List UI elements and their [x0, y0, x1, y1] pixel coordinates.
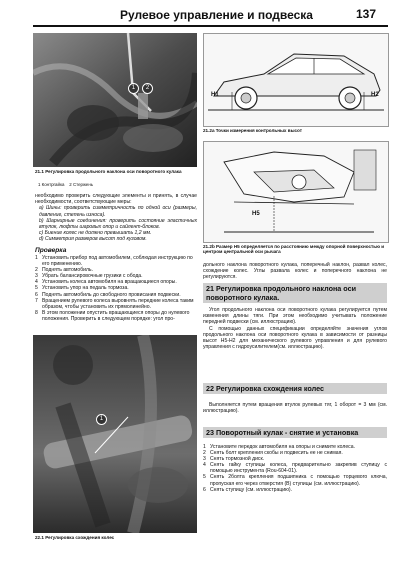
list-item: 2 Поднять автомобиль.: [35, 267, 94, 274]
list-item: 2 Снять болт крепления скобы и подвесить ее не снимая.: [203, 450, 343, 457]
list-item: 3 Снять тормозной диск.: [203, 456, 265, 463]
check-heading: Проверка: [35, 247, 67, 254]
list-item: 6 Поднять автомобиль до свободного провисания подвески.: [35, 291, 181, 298]
running-header-title: Рулевое управление и подвеска: [120, 8, 313, 22]
page-number: 137: [356, 7, 377, 21]
section-23-heading: 23 Поворотный кулак - снятие и установка: [203, 427, 387, 438]
section-22-text: Выполняется путем вращения втулок рулевых тяг, 1 оборот = 3 мм (см. иллюстрацию).: [203, 402, 387, 415]
list-item: 3 Убрать балансировочные грузики с обода.: [35, 273, 143, 280]
section-22-heading: 22 Регулировка схождения колес: [203, 383, 387, 394]
list-item: 1 Установите передок автомобиля на опоры и снимите колеса.: [203, 444, 355, 450]
label-h5: H5: [252, 211, 260, 217]
list-item: 6 Снять ступицу (см. иллюстрацию).: [203, 486, 293, 493]
right-top-paragraph: дольного наклона поворотного кулака, поперечный наклон, развал колес, схождение колес. Углы развала колес и поперечного наклона не регулируются.: [203, 262, 387, 281]
figure-21-1-photo: [33, 33, 197, 167]
section-21-text: Угол продольного наклона оси поворотного кулака регулируется путем изменения длины тяги. При этом необходимо учитывать положение передней подвески (см. иллюстрацию). С помощью данных спецификации определяйте значения углов продольного наклона оси поворотного кулака в зависимости от разницы высот Н5-Н2 для механического рулевого управления и для рулевого управления с гидроусилителем(см. иллюстрацию).: [203, 307, 387, 351]
list-item: 5 Снять 2болта крепления подшипника с помощью торцевого ключа, пропуская его через отверстия (В) ступицы (см. иллюстрацию).: [203, 474, 387, 487]
figure-22-1-caption: 22.1 Регулировка схождения колес: [35, 535, 115, 540]
figure-21-2b-caption: 21.2b Размер Н5 определяется по расстоянию между опорной поверхностью и центром центральной оси рычага: [203, 244, 385, 255]
list-item: 7 Вращением рулевого колеса выровнять передние колеса таким образом, чтобы установить их прямолинейно.: [35, 297, 194, 310]
header-rule: [33, 25, 388, 27]
list-item: 1 Установить прибор под автомобилем, соблюдая инструкцию по его применению.: [35, 255, 193, 268]
label-h2: H2: [371, 92, 379, 98]
list-item: 8 В этом положении опустить вращающиеся опоры до нулевого положения. Проверить в следующем порядке: угол про-: [35, 309, 190, 322]
list-item: 4 Установить колеса автомобиля на вращающиеся опоры.: [35, 279, 177, 286]
check-steps-list: [35, 255, 197, 322]
figure-21-1-callout-1: 1: [128, 83, 139, 94]
list-item: 5 Установить упор на педаль тормоза.: [35, 285, 129, 292]
figure-21-2b-diagram: [203, 141, 389, 243]
figure-21-1-legend: 1 Контргайка 2 Стержень: [38, 182, 94, 187]
figure-21-2a-diagram: [203, 33, 389, 127]
figure-22-1-photo: [33, 335, 197, 533]
figure-22-1-callout-1: 1: [96, 414, 107, 425]
label-h1: H1: [211, 92, 219, 98]
figure-21-1-callout-2: 2: [142, 83, 153, 94]
figure-21-1-caption: 21.1 Регулировка продольного наклона оси поворотного кулака: [35, 169, 182, 174]
section-23-steps: [203, 444, 387, 493]
figure-21-2a-caption: 21.2а Точки измерения контрольных высот: [203, 128, 302, 133]
left-intro-text: необходимо проверить следующие элементы и принять, в случае необходимости, соответствующие меры: а) Шины: проверить симметричность по одной оси (размеры, давление, степень износа). b) Шарнирные соединения: проверить состояние эластичных втулок, люфты шаровых опор и сайлент-блоков. c) Биение колес не должно превышать 1,2 мм. d) Симметрия размеров высот под кузовом.: [35, 193, 197, 243]
section-21-heading: 21 Регулировка продольного наклона оси поворотного кулака.: [203, 283, 387, 303]
list-item: 4 Снять гайку ступицы колеса, предварительно закрепив ступицу с помощью инструмента (Rou-604-01).: [203, 462, 387, 475]
